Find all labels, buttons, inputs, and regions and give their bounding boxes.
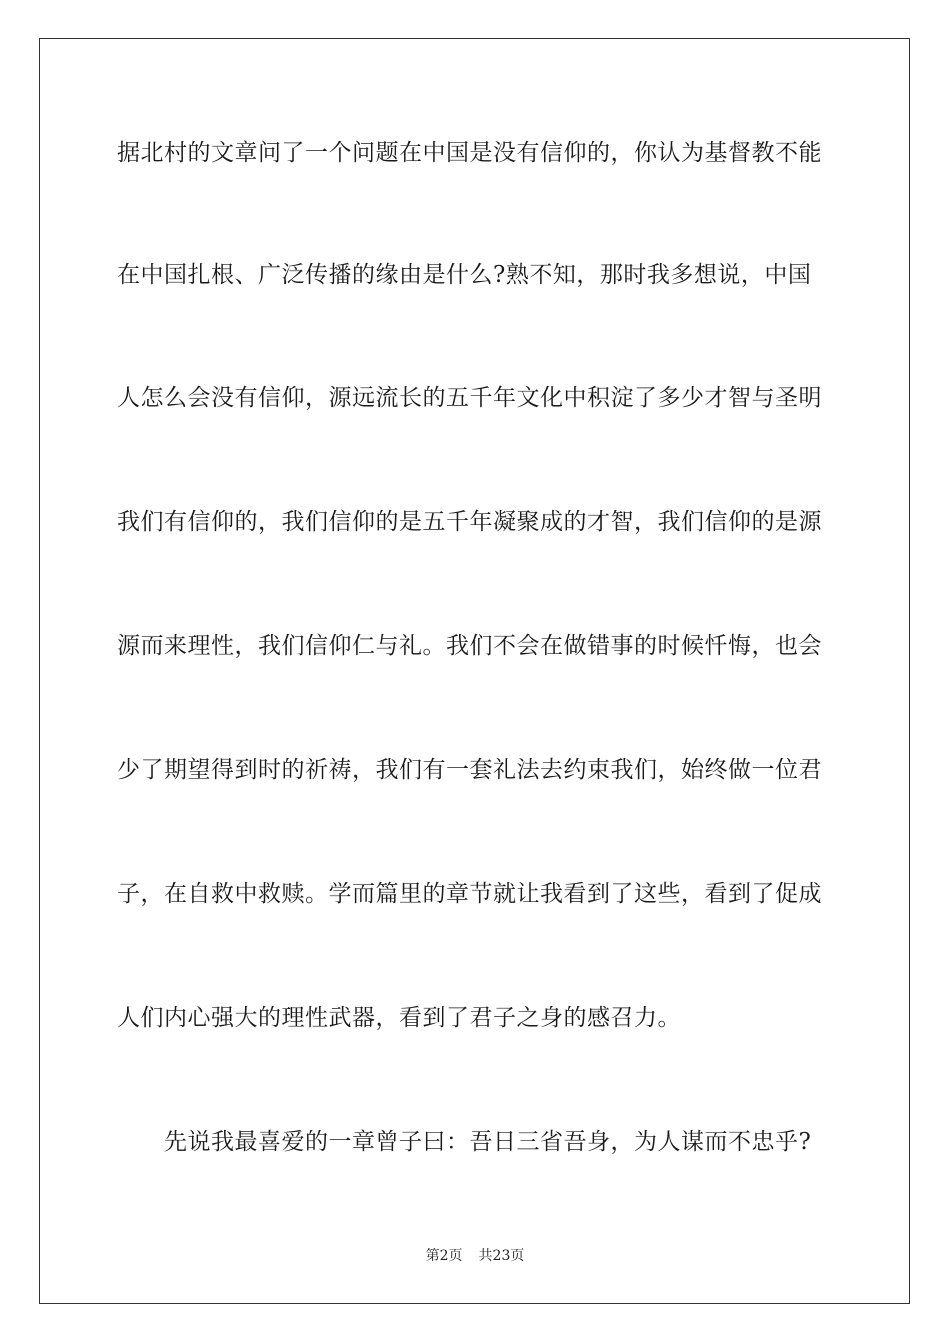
paragraph-line-6: 少了期望得到时的祈祷，我们有一套礼法去约束我们，始终做一位君 <box>117 757 822 783</box>
paragraph-line-4: 我们有信仰的，我们信仰的是五千年凝聚成的才智，我们信仰的是源 <box>117 509 822 535</box>
page-border <box>39 38 910 1304</box>
paragraph-line-2: 在中国扎根、广泛传播的缘由是什么?熟不知，那时我多想说，中国 <box>117 262 812 288</box>
page-footer <box>0 1246 950 1266</box>
paragraph-line-7: 子，在自救中救赎。学而篇里的章节就让我看到了这些，看到了促成 <box>117 881 822 907</box>
paragraph-line-8: 人们内心强大的理性武器，看到了君子之身的感召力。 <box>117 1005 681 1031</box>
page-number: 第2页 <box>425 1248 463 1264</box>
paragraph-line-1: 据北村的文章问了一个问题在中国是没有信仰的，你认为基督教不能 <box>117 140 822 166</box>
page-total: 共23页 <box>478 1248 525 1264</box>
paragraph-line-5: 源而来理性，我们信仰仁与礼。我们不会在做错事的时候忏悔，也会 <box>117 633 822 659</box>
paragraph-line-9: 先说我最喜爱的一章曾子曰：吾日三省吾身，为人谋而不忠乎? <box>164 1129 812 1155</box>
paragraph-line-3: 人怎么会没有信仰，源远流长的五千年文化中积淀了多少才智与圣明 <box>117 385 822 411</box>
